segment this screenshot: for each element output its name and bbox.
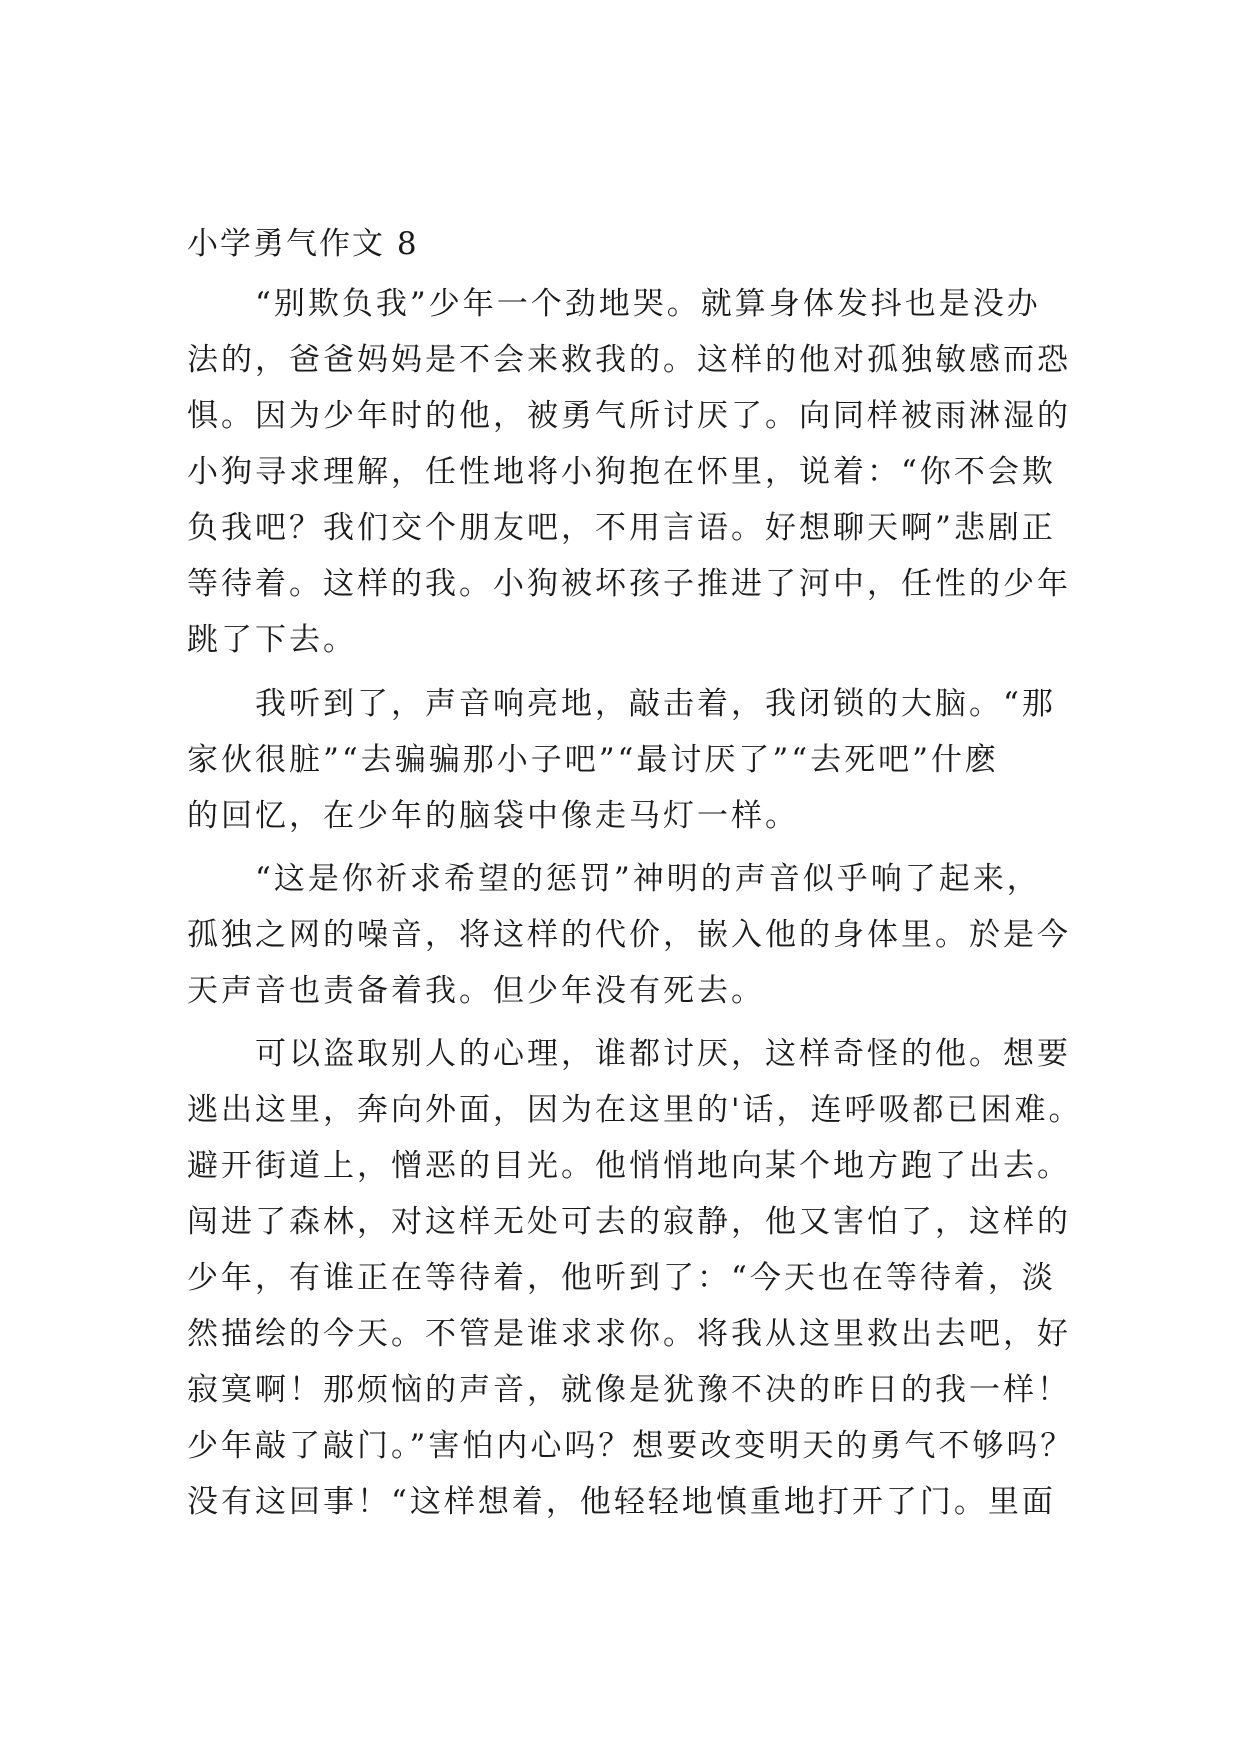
text-line: 逃出这里，奔向外面，因为在这里的'话，连呼吸都已困难。 bbox=[187, 1092, 1083, 1128]
text-line: 法的，爸爸妈妈是不会来救我的。这样的他对孤独敏感而恐 bbox=[187, 342, 1071, 378]
text-line: 的回忆，在少年的脑袋中像走马灯一样。 bbox=[187, 798, 799, 834]
text-line: 没有这回事！“这样想着，他轻轻地慎重地打开了门。里面 bbox=[187, 1484, 1056, 1520]
text-line: “这是你祈求希望的惩罚”神明的声音似乎响了起来， bbox=[187, 861, 1041, 897]
text-line: 然描绘的今天。不管是谁求求你。将我从这里救出去吧，好 bbox=[187, 1316, 1071, 1352]
document-title: 小学勇气作文 8 bbox=[187, 226, 419, 262]
text-line: 惧。因为少年时的他，被勇气所讨厌了。向同样被雨淋湿的 bbox=[187, 398, 1071, 434]
text-line: 等待着。这样的我。小狗被坏孩子推进了河中，任性的少年 bbox=[187, 566, 1071, 602]
text-line: 我听到了，声音响亮地，敲击着，我闭锁的大脑。“那 bbox=[187, 686, 1056, 722]
text-line: 小狗寻求理解，任性地将小狗抱在怀里，说着：“你不会欺 bbox=[187, 454, 1056, 490]
text-line: 天声音也责备着我。但少年没有死去。 bbox=[187, 973, 765, 1009]
text-line: 负我吧？我们交个朋友吧，不用言语。好想聊天啊”悲剧正 bbox=[187, 510, 1056, 546]
text-line: “别欺负我”少年一个劲地哭。就算身体发抖也是没办 bbox=[187, 286, 1041, 322]
text-line: 可以盗取别人的心理，谁都讨厌，这样奇怪的他。想要 bbox=[187, 1036, 1071, 1072]
text-line: 避开街道上，憎恶的目光。他悄悄地向某个地方跑了出去。 bbox=[187, 1148, 1071, 1184]
text-line: 家伙很脏”“去骗骗那小子吧”“最讨厌了”“去死吧”什麽 bbox=[187, 742, 999, 778]
text-line: 孤独之网的噪音，将这样的代价，嵌入他的身体里。於是今 bbox=[187, 917, 1071, 953]
text-line: 闯进了森林，对这样无处可去的寂静，他又害怕了，这样的 bbox=[187, 1204, 1071, 1240]
text-line: 少年，有谁正在等待着，他听到了：“今天也在等待着，淡 bbox=[187, 1260, 1056, 1296]
text-line: 跳了下去。 bbox=[187, 622, 357, 658]
text-line: 寂寞啊！那烦恼的声音，就像是犹豫不决的昨日的我一样！ bbox=[187, 1372, 1071, 1408]
text-line: 少年敲了敲门。”害怕内心吗？想要改变明天的勇气不够吗？ bbox=[187, 1428, 1075, 1464]
